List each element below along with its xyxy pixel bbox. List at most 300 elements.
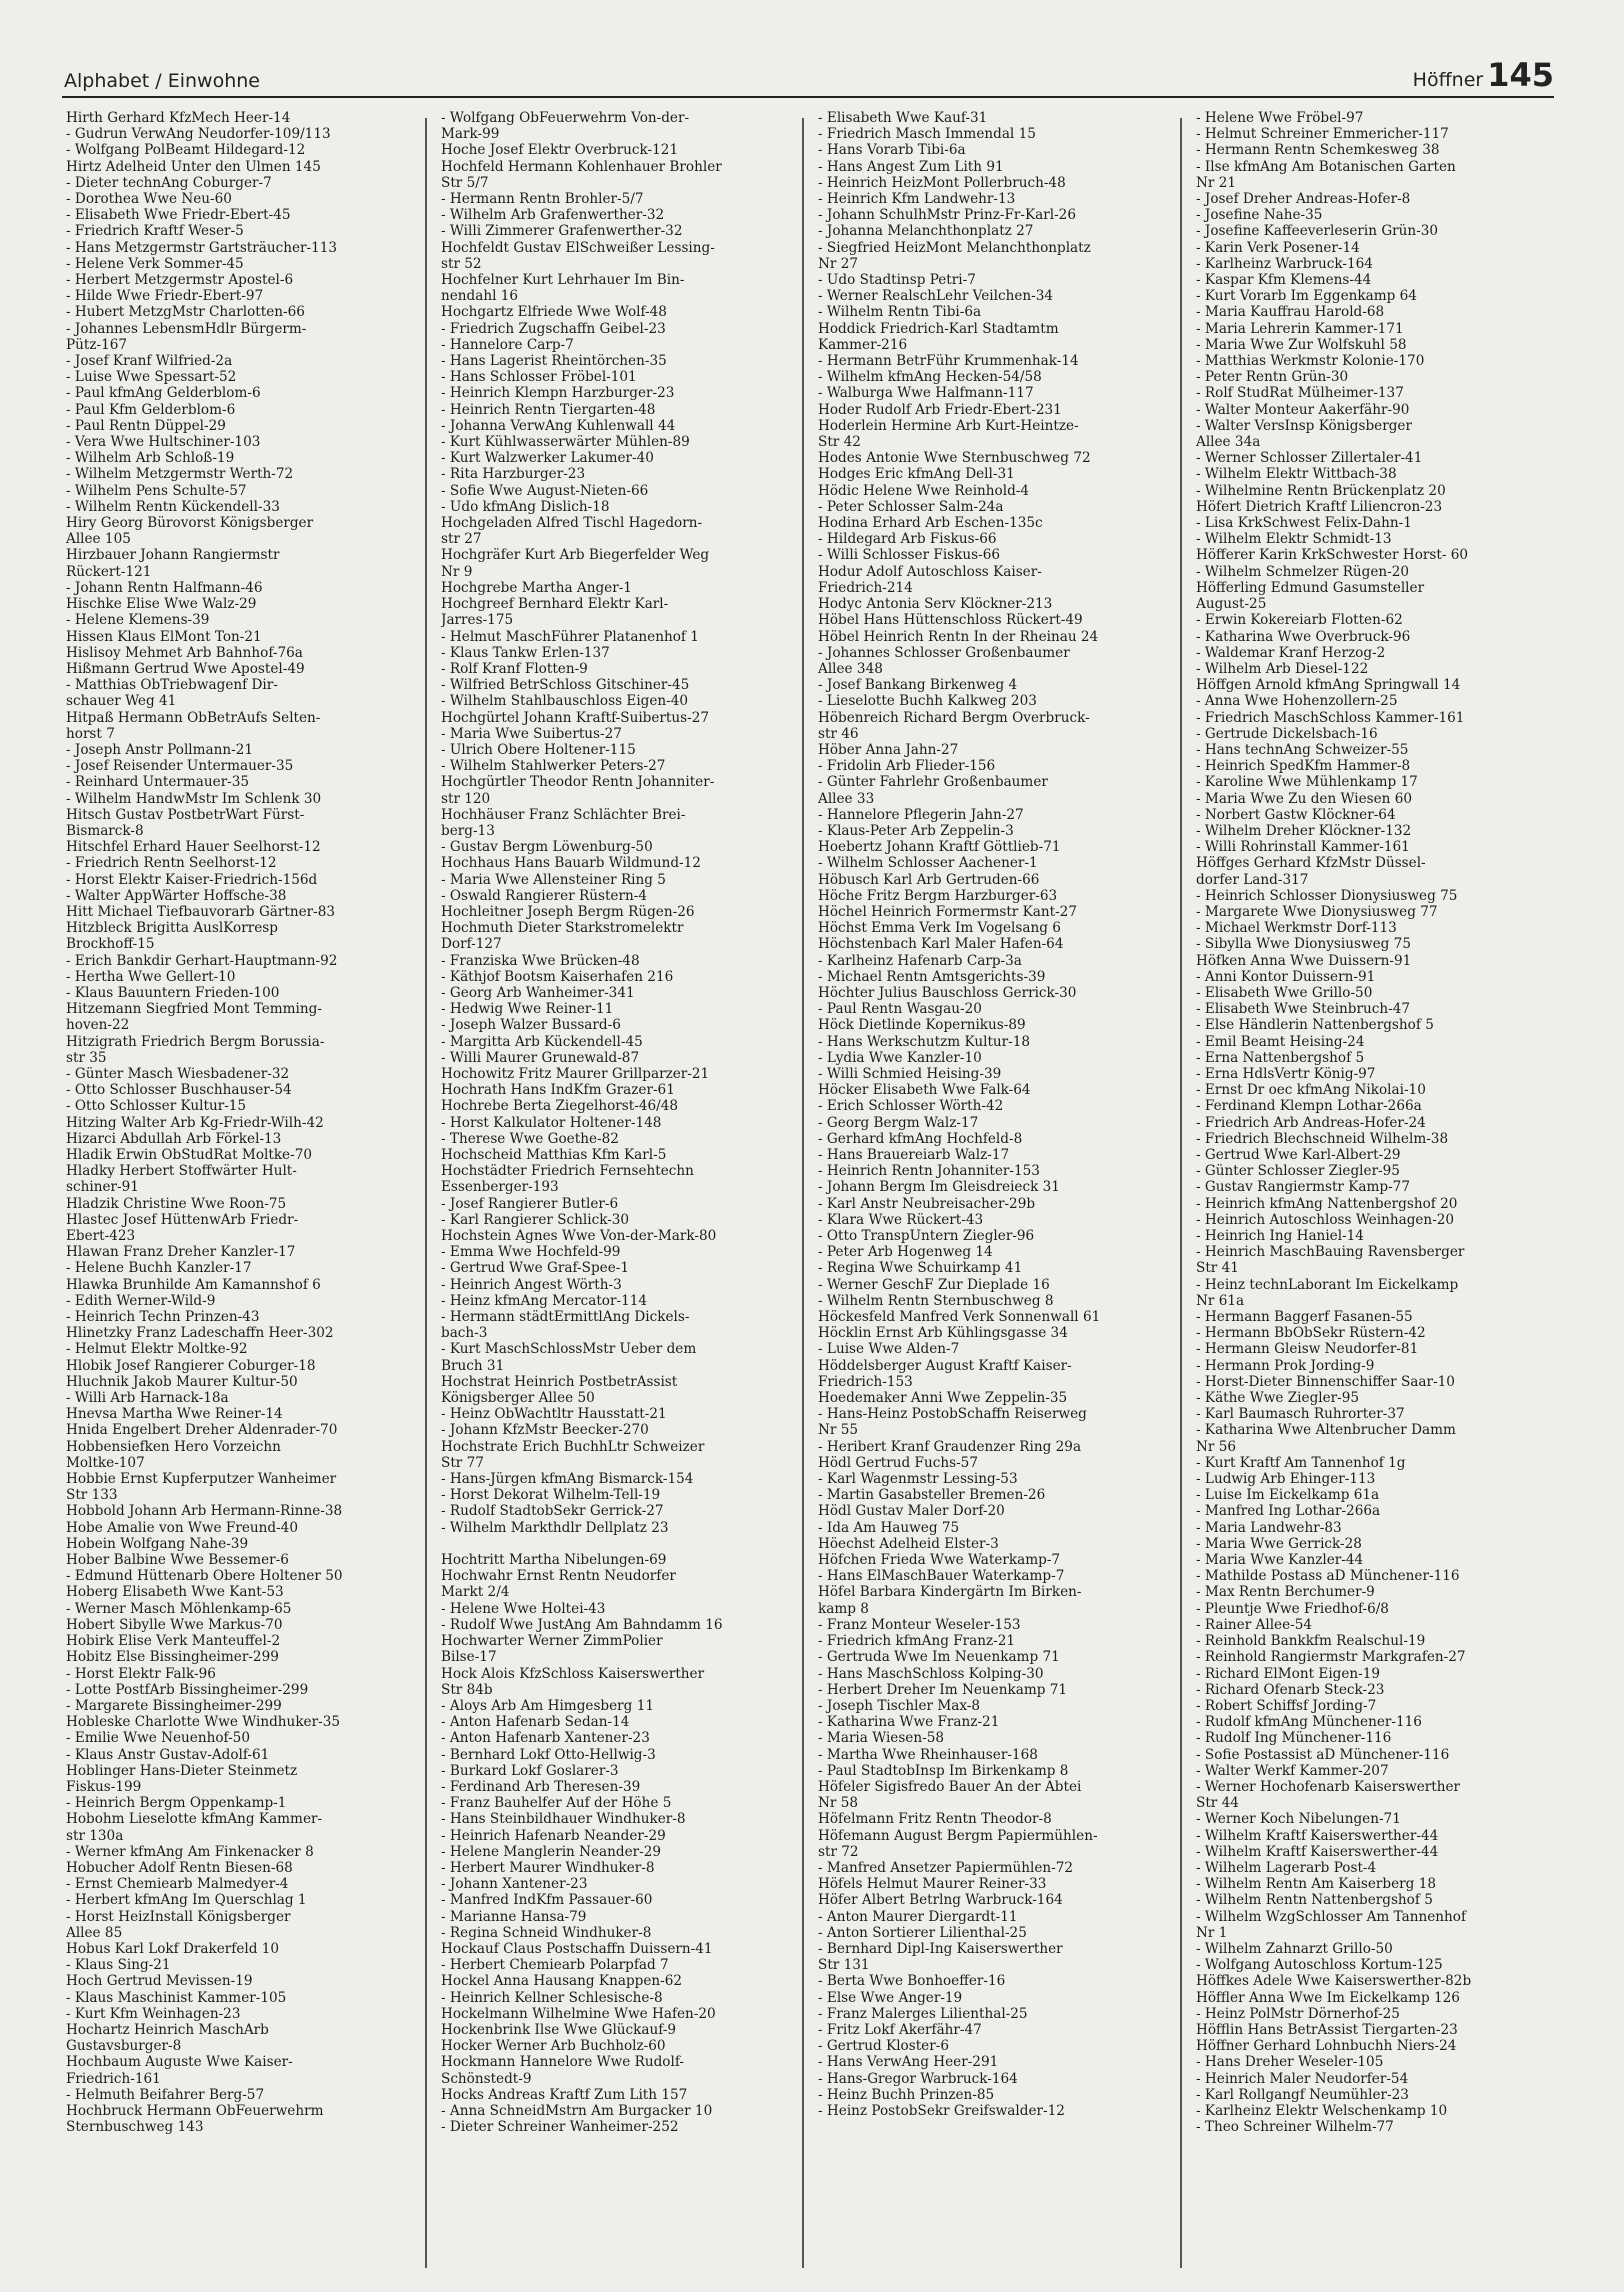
directory-entry: Hochmuth Dieter Starkstromelektr (441, 920, 684, 937)
directory-entry: - Hermann BetrFühr Krummenhak-14 (818, 353, 1079, 370)
directory-entry: - Wilhelm Rentn Am Kaiserberg 18 (1196, 1876, 1436, 1893)
directory-entry: - Hermann Rentn Schemkesweg 38 (1196, 142, 1440, 159)
directory-entry: Hobbensiefken Hero Vorzeichn (66, 1438, 281, 1455)
directory-columns (62, 110, 1554, 2270)
directory-entry: - Wilhelm Arb Diesel-122 (1196, 660, 1369, 677)
directory-entry: Hockauf Claus Postschaffn Duissern-41 (441, 1940, 713, 1957)
directory-entry: - Mathilde Postass aD Münchener-116 (1196, 1568, 1460, 1585)
directory-entry: dorfer Land-317 (1196, 871, 1309, 888)
directory-entry: - Willi Arb Harnack-18a (66, 1390, 229, 1407)
directory-entry: - Hans Steinbildhauer Windhuker-8 (441, 1811, 686, 1828)
directory-entry: - Hilde Wwe Friedr-Ebert-97 (66, 288, 264, 305)
directory-entry: - Luise Im Eickelkamp 61a (1196, 1487, 1380, 1504)
directory-entry: - Bernhard Dipl-Ing Kaiserswerther (818, 1940, 1063, 1957)
directory-entry: - Wilhelm Rentn Tibi-6a (818, 304, 982, 321)
directory-entry: Nr 1 (1196, 1924, 1228, 1941)
directory-entry: - Herbert Metzgermstr Apostel-6 (66, 272, 294, 289)
directory-entry: Allee 33 (818, 790, 875, 807)
directory-entry: - Lotte PostfArb Bissingheimer-299 (66, 1681, 309, 1698)
directory-entry: - Hans VerwAng Heer-291 (818, 2054, 999, 2071)
directory-entry: - Wilhelm Schmelzer Rügen-20 (1196, 563, 1410, 580)
directory-entry: Hitt Michael Tiefbauvorarb Gärtner-83 (66, 903, 336, 920)
directory-entry: - Hans Lagerist Rheintörchen-35 (441, 353, 667, 370)
directory-entry: Hockmann Hannelore Wwe Rudolf- (441, 2054, 684, 2071)
directory-entry: - Wolfgang Autoschloss Kortum-125 (1196, 1957, 1443, 1974)
directory-entry: - Luise Wwe Alden-7 (818, 1341, 960, 1358)
directory-entry: - Josef Reisender Untermauer-35 (66, 758, 294, 775)
directory-entry: Höck Dietlinde Kopernikus-89 (818, 1017, 1026, 1034)
directory-entry: Hlawka Brunhilde Am Kamannshof 6 (66, 1276, 321, 1293)
directory-entry: Hochbaum Auguste Wwe Kaiser- (66, 2054, 293, 2071)
directory-entry: Hitzbleck Brigitta AuslKorresp (66, 920, 278, 937)
directory-entry: - Sibylla Wwe Dionysiusweg 75 (1196, 936, 1411, 953)
directory-entry: Jarres-175 (441, 612, 514, 629)
directory-entry: - Kurt MaschSchlossMstr Ueber dem (441, 1341, 697, 1358)
directory-entry: - Emilie Wwe Neuenhof-50 (66, 1730, 250, 1747)
directory-entry: - Marianne Hansa-79 (441, 1908, 587, 1925)
directory-entry: Höfferer Karin KrkSchwester Horst- 60 (1196, 547, 1469, 564)
directory-entry: Hobbold Johann Arb Hermann-Rinne-38 (66, 1503, 343, 1520)
directory-entry: - Joseph Anstr Pollmann-21 (66, 741, 254, 758)
directory-entry: - Udo kfmAng Dislich-18 (441, 498, 610, 515)
directory-entry: Hnevsa Martha Wwe Reiner-14 (66, 1406, 283, 1423)
directory-entry: Hnida Engelbert Dreher Aldenrader-70 (66, 1422, 338, 1439)
directory-entry: Hochwahr Ernst Rentn Neudorfer (441, 1568, 676, 1585)
directory-entry: - Hans Werkschutzm Kultur-18 (818, 1033, 1031, 1050)
directory-entry: Str 77 (441, 1454, 484, 1471)
directory-entry: Hobirk Elise Verk Manteuffel-2 (66, 1633, 281, 1650)
directory-entry: - Johannes Schlosser Großenbaumer (818, 644, 1070, 661)
directory-entry: Hock Alois KfzSchloss Kaiserswerther (441, 1665, 705, 1682)
directory-entry: Hlinetzky Franz Ladeschaffn Heer-302 (66, 1325, 334, 1342)
directory-entry: - Wilhelm Elektr Wittbach-38 (1196, 466, 1397, 483)
directory-entry: str 27 (441, 531, 482, 548)
directory-entry: - Wilhelm WzgSchlosser Am Tannenhof (1196, 1908, 1466, 1925)
directory-entry: - Paul kfmAng Gelderblom-6 (66, 385, 261, 402)
column-divider-2 (802, 118, 804, 2268)
directory-entry: - Johann SchulhMstr Prinz-Fr-Karl-26 (818, 207, 1076, 224)
column-3 (814, 110, 1177, 2270)
directory-entry: - Hans Brauereiarb Walz-17 (818, 1147, 1010, 1163)
directory-entry: - Wilhelm Metzgermstr Werth-72 (66, 466, 294, 483)
directory-entry: - Werner Koch Nibelungen-71 (1196, 1811, 1401, 1828)
directory-entry: Höffkes Adele Wwe Kaiserswerther-82b (1196, 1973, 1472, 1990)
directory-entry: - Maria Wwe Gerrick-28 (1196, 1535, 1362, 1552)
directory-entry: - Elisabeth Wwe Grillo-50 (1196, 984, 1373, 1001)
directory-entry: - Klaus Maschinist Kammer-105 (66, 1989, 287, 2006)
directory-entry: Hober Balbine Wwe Bessemer-6 (66, 1552, 289, 1569)
directory-entry: schauer Weg 41 (66, 693, 177, 710)
directory-entry: - Maria Kauffrau Harold-68 (1196, 304, 1385, 321)
directory-entry: Pütz-167 (66, 336, 128, 353)
directory-entry: - Fritz Lokf Akerfähr-47 (818, 2021, 982, 2038)
directory-entry: - Paul Kfm Gelderblom-6 (66, 401, 236, 418)
directory-entry: - Helene Wwe Fröbel-97 (1196, 110, 1364, 126)
directory-entry: - Aloys Arb Am Himgesberg 11 (441, 1697, 654, 1714)
header-page-label (1413, 56, 1554, 94)
directory-entry: - Wilhelm Lagerarb Post-4 (1196, 1859, 1377, 1876)
directory-entry: - Manfred Ing Lothar-266a (1196, 1503, 1381, 1520)
directory-entry: - Maria Lehrerin Kammer-171 (1196, 320, 1404, 337)
directory-entry: - Josef Kranf Wilfried-2a (66, 353, 233, 370)
directory-entry: Hlobik Josef Rangierer Coburger-18 (66, 1357, 316, 1374)
directory-entry: Höchst Emma Verk Im Vogelsang 6 (818, 920, 1061, 937)
directory-entry: Hodyc Antonia Serv Klöckner-213 (818, 596, 1053, 613)
directory-entry: - Luise Wwe Spessart-52 (66, 369, 237, 386)
directory-entry: - Ferdinand Arb Theresen-39 (441, 1778, 641, 1795)
directory-entry: - Maria Wwe Zur Wolfskuhl 58 (1196, 336, 1407, 353)
directory-entry: - Herbert Chemiearb Polarpfad 7 (441, 1957, 669, 1974)
directory-entry: Höfer Albert Betrlng Warbruck-164 (818, 1892, 1063, 1909)
directory-entry: - Wilhelm Kraftf Kaiserswerther-44 (1196, 1843, 1439, 1860)
header-running-name: Höffner (1412, 69, 1484, 91)
directory-entry: - Rita Harzburger-23 (441, 466, 586, 483)
directory-entry: - Kurt Vorarb Im Eggenkamp 64 (1196, 288, 1417, 305)
directory-entry: Hochrebe Berta Ziegelhorst-46/48 (441, 1098, 679, 1115)
directory-entry: - Richard ElMont Eigen-19 (1196, 1665, 1381, 1682)
directory-entry: Hochowitz Fritz Maurer Grillparzer-21 (441, 1065, 710, 1082)
directory-entry: Hiry Georg Bürovorst Königsberger (66, 515, 314, 532)
directory-entry: - Friedrich Rentn Seelhorst-12 (66, 855, 277, 872)
directory-entry: - Hans Angest Zum Lith 91 (818, 158, 1004, 175)
directory-entry: Höbel Heinrich Rentn In der Rheinau 24 (818, 628, 1099, 645)
directory-entry: - Elisabeth Wwe Steinbruch-47 (1196, 1001, 1411, 1018)
directory-entry: Hödl Gustav Maler Dorf-20 (818, 1503, 1005, 1520)
column-4 (1192, 110, 1555, 2270)
directory-entry: - Michael Werkmstr Dorf-113 (1196, 920, 1397, 937)
directory-entry: - Kurt Kühlwasserwärter Mühlen-89 (441, 434, 690, 451)
directory-entry: - Rudolf StadtobSekr Gerrick-27 (441, 1503, 664, 1520)
directory-entry: - Werner GeschF Zur Dieplade 16 (818, 1276, 1050, 1293)
directory-entry: - Heinrich Bergm Oppenkamp-1 (66, 1795, 287, 1812)
directory-entry: - Anton Hafenarb Xantener-23 (441, 1730, 650, 1747)
directory-entry: Hodur Adolf Autoschloss Kaiser- (818, 563, 1042, 580)
directory-entry: Schönstedt-9 (441, 2070, 532, 2087)
directory-entry: - Lisa KrkSchwest Felix-Dahn-1 (1196, 515, 1412, 532)
directory-entry: - Gertrude Dickelsbach-16 (1196, 725, 1378, 742)
column-divider-1 (425, 118, 427, 2268)
directory-entry: - Heinz kfmAng Mercator-114 (441, 1292, 648, 1309)
directory-entry: - Werner RealschLehr Veilchen-34 (818, 288, 1054, 305)
directory-entry: - Erna HdlsVertr König-97 (1196, 1065, 1376, 1082)
directory-entry: - Johanna VerwAng Kuhlenwall 44 (441, 417, 676, 434)
directory-entry: - Wilhelm Zahnarzt Grillo-50 (1196, 1940, 1393, 1957)
directory-entry: - Josefine Nahe-35 (1196, 207, 1323, 224)
directory-entry: Hißmann Gertrud Wwe Apostel-49 (66, 660, 305, 677)
directory-entry: Hoche Josef Elektr Overbruck-121 (441, 142, 679, 159)
directory-entry: - Udo Stadtinsp Petri-7 (818, 272, 976, 289)
directory-entry: - Ulrich Obere Holtener-115 (441, 741, 636, 758)
directory-entry: - Heinrich HeizMont Pollerbruch-48 (818, 174, 1066, 191)
directory-entry: - Hans-Jürgen kfmAng Bismarck-154 (441, 1471, 694, 1488)
directory-entry: - Rolf Kranf Flotten-9 (441, 660, 588, 677)
directory-entry: - Georg Bergm Walz-17 (818, 1114, 979, 1131)
directory-entry: - Michael Rentn Amtsgerichts-39 (818, 968, 1046, 985)
directory-entry: bach-3 (441, 1325, 488, 1342)
directory-entry: - Hannelore Carp-7 (441, 336, 574, 353)
directory-entry: Hoberg Elisabeth Wwe Kant-53 (66, 1584, 284, 1601)
directory-entry: Hochfeldt Gustav ElSchweißer Lessing- (441, 239, 715, 256)
directory-entry: - Hans Schlosser Fröbel-101 (441, 369, 637, 386)
directory-entry: - Peter Arb Hogenweg 14 (818, 1244, 993, 1261)
directory-entry: str 35 (66, 1049, 107, 1066)
directory-entry: - Max Rentn Berchumer-9 (1196, 1584, 1375, 1601)
directory-entry: Hockelmann Wilhelmine Wwe Hafen-20 (441, 2005, 716, 2022)
directory-entry: Friedrich-161 (66, 2070, 161, 2087)
directory-entry: - Heinz ObWachtltr Hausstatt-21 (441, 1406, 667, 1423)
directory-entry: Hitzing Walter Arb Kg-Friedr-Wilh-42 (66, 1114, 324, 1131)
directory-entry: - Rudolf Wwe JustAng Am Bahndamm 16 (441, 1616, 723, 1633)
directory-entry: Höfchen Frieda Wwe Waterkamp-7 (818, 1552, 1061, 1569)
directory-entry: - Wilhelm Markthdlr Dellplatz 23 (441, 1519, 669, 1536)
directory-entry: Ebert-423 (66, 1228, 136, 1245)
directory-entry: - Joseph Walzer Bussard-6 (441, 1017, 621, 1034)
directory-entry: kamp 8 (818, 1600, 869, 1617)
directory-entry: - Therese Wwe Goethe-82 (441, 1130, 619, 1147)
directory-entry: - Walburga Wwe Halfmann-117 (818, 385, 1034, 402)
directory-entry: - Margitta Arb Kückendell-45 (441, 1033, 643, 1050)
directory-entry: - Ida Am Hauweg 75 (818, 1519, 960, 1536)
directory-entry: - Willi Rohrinstall Kammer-161 (1196, 839, 1410, 856)
directory-entry: - Heinrich Rentn Johanniter-153 (818, 1163, 1040, 1180)
directory-entry: Bismarck-8 (66, 822, 144, 839)
directory-entry: Hodina Erhard Arb Eschen-135c (818, 515, 1043, 532)
directory-entry: Höbenreich Richard Bergm Overbruck- (818, 709, 1090, 726)
directory-entry: - Heinz technLaborant Im Eickelkamp (1196, 1276, 1459, 1293)
directory-entry: Hobein Wolfgang Nahe-39 (66, 1535, 249, 1552)
directory-entry: - Erich Schlosser Wörth-42 (818, 1098, 1004, 1115)
directory-entry: Hitschfel Erhard Hauer Seelhorst-12 (66, 839, 321, 856)
directory-entry: Hochhaus Hans Bauarb Wildmund-12 (441, 855, 701, 872)
directory-entry: Höfelmann Fritz Rentn Theodor-8 (818, 1811, 1052, 1828)
directory-entry: - Wilhelm Schlosser Aachener-1 (818, 855, 1038, 872)
directory-entry: Hochhäuser Franz Schlächter Brei- (441, 806, 686, 823)
directory-entry: - Berta Wwe Bonhoeffer-16 (818, 1973, 1006, 1990)
directory-entry: Hobe Amalie von Wwe Freund-40 (66, 1519, 298, 1536)
directory-entry: - Heinrich Techn Prinzen-43 (66, 1309, 260, 1326)
directory-entry: - Joseph Tischler Max-8 (818, 1697, 981, 1714)
directory-entry: Höber Anna Jahn-27 (818, 741, 959, 758)
directory-entry: - Wilhelm Stahlbauschloss Eigen-40 (441, 693, 689, 710)
directory-entry: - Erwin Kokereiarb Flotten-62 (1196, 612, 1403, 629)
directory-entry: Königsberger Allee 50 (441, 1390, 595, 1407)
directory-entry: - Katharina Wwe Overbruck-96 (1196, 628, 1411, 645)
directory-entry: - Dorothea Wwe Neu-60 (66, 191, 232, 208)
directory-entry: Mark-99 (441, 126, 500, 143)
directory-entry: - Josef Rangierer Butler-6 (441, 1195, 619, 1212)
directory-entry: - Heinrich SpedKfm Hammer-8 (1196, 758, 1411, 775)
directory-entry: - Anton Sortierer Lilienthal-25 (818, 1924, 1027, 1941)
directory-entry: Höfken Anna Wwe Duissern-91 (1196, 952, 1412, 969)
directory-entry: - Manfred IndKfm Passauer-60 (441, 1892, 653, 1909)
directory-entry: - Hans MaschSchloss Kolping-30 (818, 1665, 1044, 1682)
directory-entry: - Maria Wwe Zu den Wiesen 60 (1196, 790, 1413, 807)
directory-entry: Str 131 (818, 1957, 870, 1974)
directory-entry: Hochwarter Werner ZimmPolier (441, 1633, 663, 1650)
directory-entry: Str 133 (66, 1487, 118, 1504)
directory-entry: - Oswald Rangierer Rüstern-4 (441, 887, 647, 904)
directory-entry: Hitzemann Siegfried Mont Temming- (66, 1001, 322, 1018)
directory-entry: Hlastec Josef HüttenwArb Friedr- (66, 1211, 299, 1228)
directory-entry: - Helene Verk Sommer-45 (66, 255, 244, 272)
directory-entry: - Walter AppWärter Hoffsche-38 (66, 887, 287, 904)
directory-entry: - Hermann Rentn Brohler-5/7 (441, 191, 644, 208)
directory-entry: - Wilhelm Rentn Kückendell-33 (66, 498, 280, 515)
directory-entry: berg-13 (441, 822, 495, 839)
directory-entry: Hochgrebe Martha Anger-1 (441, 579, 632, 596)
directory-entry: Höcklin Ernst Arb Kühlingsgasse 34 (818, 1325, 1068, 1342)
directory-entry: - Günter Fahrlehr Großenbaumer (818, 774, 1048, 791)
directory-entry: - Wilhelm Kraftf Kaiserswerther-44 (1196, 1827, 1439, 1844)
directory-entry: - Karl Anstr Neubreisacher-29b (818, 1195, 1036, 1212)
directory-entry: - Ernst Chemiearb Malmedyer-4 (66, 1876, 289, 1893)
directory-entry: - Helene Klemens-39 (66, 612, 210, 629)
directory-entry: - Karlheinz Warbruck-164 (1196, 255, 1373, 272)
directory-entry: - Heinrich MaschBauing Ravensberger (1196, 1244, 1465, 1261)
directory-entry: Hobbie Ernst Kupferputzer Wanheimer (66, 1471, 337, 1488)
directory-entry: - Franz Bauhelfer Auf der Höhe 5 (441, 1795, 672, 1812)
directory-entry: - Helmuth Beifahrer Berg-57 (66, 2086, 265, 2103)
directory-entry: Str 42 (818, 434, 861, 451)
directory-entry: Hochstädter Friedrich Fernsehtechn (441, 1163, 694, 1180)
directory-entry: Str 41 (1196, 1260, 1239, 1277)
directory-entry: Hochleitner Joseph Bergm Rügen-26 (441, 903, 695, 920)
directory-entry: Hodges Eric kfmAng Dell-31 (818, 466, 1015, 483)
directory-entry: - Horst Dekorat Wilhelm-Tell-19 (441, 1487, 661, 1504)
directory-entry: - Ferdinand Klempn Lothar-266a (1196, 1098, 1422, 1115)
directory-entry: Dorf-127 (441, 936, 502, 953)
directory-entry: Hochtritt Martha Nibelungen-69 (441, 1552, 667, 1569)
directory-entry: Nr 58 (818, 1795, 859, 1812)
directory-entry: - Hermann Prok Jording-9 (1196, 1357, 1375, 1374)
directory-entry: Allee 348 (818, 660, 883, 677)
directory-entry: Höfel Barbara Kindergärtn Im Birken- (818, 1584, 1082, 1601)
directory-entry: - Willi Schlosser Fiskus-66 (818, 547, 1001, 564)
directory-entry: - Erna Nattenbergshof 5 (1196, 1049, 1365, 1066)
directory-entry: Höfflin Hans BetrAssist Tiergarten-23 (1196, 2021, 1458, 2038)
directory-entry: - Werner Schlosser Zillertaler-41 (1196, 450, 1423, 467)
directory-entry: Hluchnik Jakob Maurer Kultur-50 (66, 1373, 298, 1390)
directory-entry: - Hans ElMaschBauer Waterkamp-7 (818, 1568, 1065, 1585)
directory-entry: - Wilhelm Arb Schloß-19 (66, 450, 235, 467)
directory-entry: - Ernst Dr oec kfmAng Nikolai-10 (1196, 1082, 1426, 1099)
directory-entry: Allee 34a (1196, 434, 1261, 451)
directory-entry: Str 44 (1196, 1795, 1239, 1812)
directory-entry: - Rolf StudRat Mülheimer-137 (1196, 385, 1404, 402)
directory-entry: Hochbruck Hermann ObFeuerwehrm (66, 2102, 324, 2119)
directory-entry: - Günter Masch Wiesbadener-32 (66, 1065, 290, 1082)
directory-entry: - Rudolf kfmAng Münchener-116 (1196, 1714, 1422, 1731)
directory-entry: Hobitz Else Bissingheimer-299 (66, 1649, 279, 1666)
directory-entry: Hockel Anna Hausang Knappen-62 (441, 1973, 683, 1990)
directory-entry: - Robert Schiffsf Jording-7 (1196, 1697, 1377, 1714)
directory-entry: - Gustav Bergm Löwenburg-50 (441, 839, 653, 856)
directory-entry: - Klaus Tankw Erlen-137 (441, 644, 610, 661)
directory-entry: - Peter Rentn Grün-30 (1196, 369, 1349, 386)
directory-entry: - Elisabeth Wwe Kauf-31 (818, 110, 988, 126)
directory-entry: - Gertrud Wwe Graf-Spee-1 (441, 1260, 629, 1277)
directory-entry: Nr 61a (1196, 1292, 1245, 1309)
directory-entry: Hodes Antonie Wwe Sternbuschweg 72 (818, 450, 1091, 467)
directory-entry: - Rudolf Ing Münchener-116 (1196, 1730, 1392, 1747)
directory-entry: horst 7 (66, 725, 115, 742)
directory-entry: - Franziska Wwe Brücken-48 (441, 952, 640, 969)
directory-entry: - Elisabeth Wwe Friedr-Ebert-45 (66, 207, 291, 224)
directory-entry: - Günter Schlosser Ziegler-95 (1196, 1163, 1400, 1180)
directory-entry: Hlawan Franz Dreher Kanzler-17 (66, 1244, 296, 1261)
directory-entry: Höfemann August Bergm Papiermühlen- (818, 1827, 1098, 1844)
directory-entry: - Hertha Wwe Gellert-10 (66, 968, 236, 985)
directory-entry: - Franz Malerges Lilienthal-25 (818, 2005, 1028, 2022)
directory-entry: Hochfelner Kurt Lehrhauer Im Bin- (441, 272, 685, 289)
directory-entry: - Heinrich Schlosser Dionysiusweg 75 (1196, 887, 1458, 904)
directory-entry: Höfeler Sigisfredo Bauer An der Abtei (818, 1778, 1082, 1795)
directory-entry: - Karoline Wwe Mühlenkamp 17 (1196, 774, 1418, 791)
directory-entry: Hladzik Christine Wwe Roon-75 (66, 1195, 287, 1212)
directory-entry: - Horst Kalkulator Holtener-148 (441, 1114, 662, 1131)
directory-entry: - Lieselotte Buchh Kalkweg 203 (818, 693, 1037, 710)
directory-entry: - Friedrich Masch Immendal 15 (818, 126, 1036, 143)
directory-entry: - Helmut Elektr Moltke-92 (66, 1341, 248, 1358)
directory-entry: - Hans Vorarb Tibi-6a (818, 142, 966, 159)
directory-entry: - Hannelore Pflegerin Jahn-27 (818, 806, 1024, 823)
directory-entry: Hochscheid Matthias Kfm Karl-5 (441, 1147, 667, 1163)
directory-entry: - Margarete Bissingheimer-299 (66, 1697, 282, 1714)
directory-entry: - Rainer Allee-54 (1196, 1616, 1313, 1633)
directory-entry: - Friedrich kfmAng Franz-21 (818, 1633, 1016, 1650)
directory-entry: - Johann Bergm Im Gleisdreieck 31 (818, 1179, 1060, 1196)
directory-entry: - Bernhard Lokf Otto-Hellwig-3 (441, 1746, 656, 1763)
directory-entry: - Horst-Dieter Binnenschiffer Saar-10 (1196, 1373, 1455, 1390)
directory-entry: - Reinhold Bankkfm Realschul-19 (1196, 1633, 1426, 1650)
directory-entry: Höfferling Edmund Gasumsteller (1196, 579, 1425, 596)
directory-entry: Hobohm Lieselotte kfmAng Kammer- (66, 1811, 323, 1828)
directory-entry: - Josef Bankang Birkenweg 4 (818, 677, 1018, 694)
directory-entry: - Wilhelm Rentn Nattenbergshof 5 (1196, 1892, 1433, 1909)
directory-entry: - Willi Maurer Grunewald-87 (441, 1049, 640, 1066)
directory-entry: - Ludwig Arb Ehinger-113 (1196, 1471, 1376, 1488)
directory-entry: - Matthias Werkmstr Kolonie-170 (1196, 353, 1425, 370)
directory-entry: - Horst HeizInstall Königsberger (66, 1908, 291, 1925)
directory-entry: - Johann Rentn Halfmann-46 (66, 579, 263, 596)
directory-entry: Hoddick Friedrich-Karl Stadtamtm (818, 320, 1059, 337)
directory-entry: Hladik Erwin ObStudRat Moltke-70 (66, 1147, 312, 1163)
directory-entry: Hoderlein Hermine Arb Kurt-Heintze- (818, 417, 1079, 434)
directory-entry: - Willi Schmied Heising-39 (818, 1065, 1002, 1082)
directory-entry: - Heinrich Ing Haniel-14 (1196, 1228, 1364, 1245)
directory-entry: - Margarete Wwe Dionysiusweg 77 (1196, 903, 1438, 920)
directory-entry: Höckesfeld Manfred Verk Sonnenwall 61 (818, 1309, 1101, 1326)
directory-entry: Hitsch Gustav PostbetrWart Fürst- (66, 806, 305, 823)
directory-entry: - Katharina Wwe Altenbrucher Damm (1196, 1422, 1456, 1439)
directory-entry: Hobucher Adolf Rentn Biesen-68 (66, 1859, 293, 1876)
directory-entry: Hladky Herbert Stoffwärter Hult- (66, 1163, 297, 1180)
directory-entry: schiner-91 (66, 1179, 139, 1196)
directory-entry: - Anton Maurer Diergardt-11 (818, 1908, 1018, 1925)
directory-entry: Höche Fritz Bergm Harzburger-63 (818, 887, 1058, 904)
directory-entry: - Wolfgang ObFeuerwehrm Von-der- (441, 110, 690, 126)
directory-entry: - Klara Wwe Rückert-43 (818, 1211, 984, 1228)
directory-entry: - Wilhelmine Rentn Brückenplatz 20 (1196, 482, 1446, 499)
directory-entry: - Friedrich Kraftf Weser-5 (66, 223, 244, 240)
column-2 (437, 110, 800, 2270)
directory-entry: Nr 27 (818, 255, 859, 272)
directory-entry: - Otto Schlosser Kultur-15 (66, 1098, 247, 1115)
directory-entry: Hochgürtler Theodor Rentn Johanniter- (441, 774, 715, 791)
directory-entry: - Pleuntje Wwe Friedhof-6/8 (1196, 1600, 1389, 1617)
directory-entry: Hitpaß Hermann ObBetrAufs Selten- (66, 709, 321, 726)
column-1 (62, 110, 425, 2270)
